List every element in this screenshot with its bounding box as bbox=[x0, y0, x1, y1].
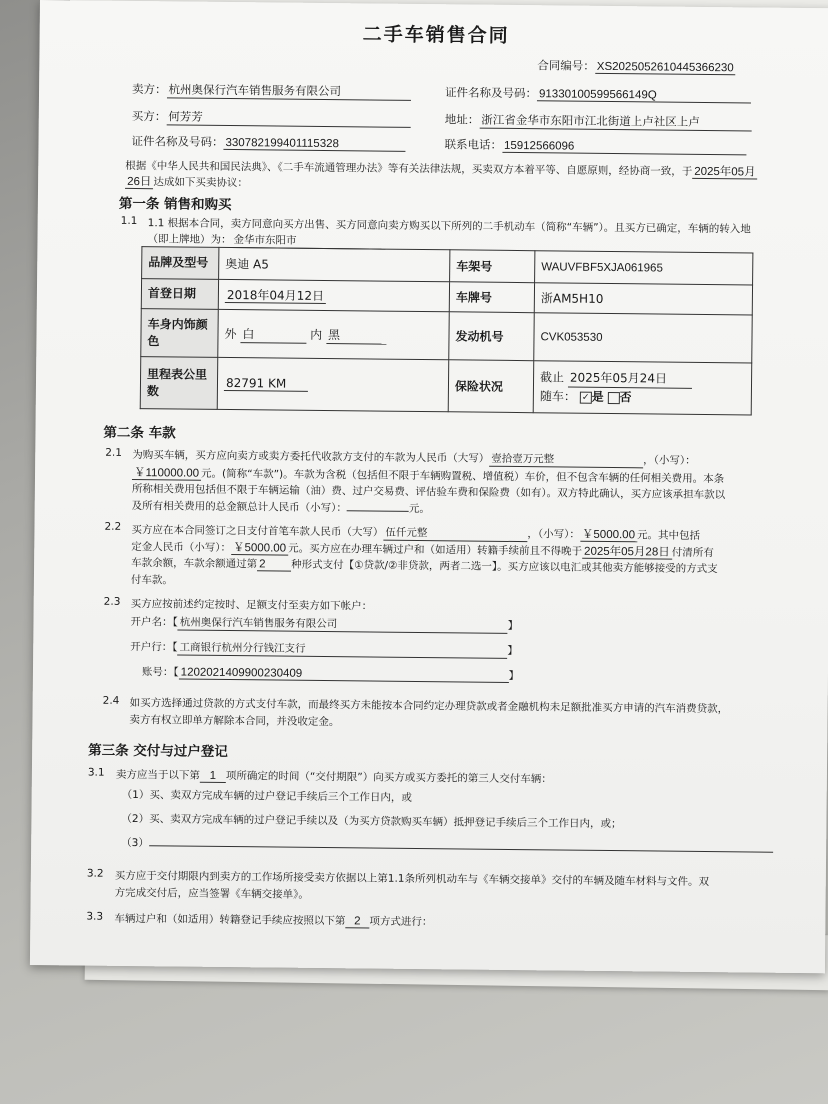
p22-deposit: ￥5000.00 bbox=[231, 542, 288, 556]
p22-amount: ￥5000.00 bbox=[580, 529, 637, 543]
buyer-label: 买方： bbox=[131, 108, 167, 124]
bracket-close: 】 bbox=[507, 644, 519, 658]
brand-value: 奥迪 A5 bbox=[219, 247, 450, 281]
brand-label: 品牌及型号 bbox=[142, 247, 219, 280]
no-label: 否 bbox=[619, 390, 632, 405]
plate-label: 车牌号 bbox=[449, 282, 534, 313]
p22-number: 2.2 bbox=[104, 520, 122, 533]
contract-page bbox=[30, 0, 828, 973]
p33-item: 2 bbox=[345, 915, 369, 928]
p22-text-e: 付清所有 bbox=[671, 546, 714, 560]
p31-option-3-blank bbox=[149, 845, 773, 853]
bank-holder-value: 杭州奥保行汽车销售服务有限公司 bbox=[178, 614, 508, 633]
p33-text-b: 项方式进行： bbox=[369, 915, 433, 929]
account-row bbox=[142, 664, 519, 683]
p31-option-1: （1）买、卖双方完成车辆的过户登记手续后三个工作日内，或 bbox=[121, 788, 412, 804]
p31-item: 1 bbox=[200, 770, 226, 783]
bracket-close: 】 bbox=[508, 669, 520, 683]
p22-text-a: 买方应在本合同签订之日支付首笔车款人民币（大写） bbox=[131, 523, 384, 539]
bank-row bbox=[130, 639, 518, 659]
p31-option-3 bbox=[121, 835, 773, 857]
p23-text: 买方应按前述约定按时、足额支付至卖方如下帐户： bbox=[130, 597, 373, 613]
phone-row bbox=[444, 136, 746, 155]
intro-text: 根据《中华人民共和国民法典》、《二手车流通管理办法》等有关法律法规，买卖双方本着平等、自愿原则，经协商一致，于 bbox=[125, 159, 693, 178]
article-2-title: 第二条 车款 bbox=[103, 424, 176, 442]
exterior-color: 白 bbox=[240, 325, 306, 344]
p31-line-1 bbox=[116, 767, 552, 787]
account-label: 账号：【 bbox=[141, 666, 179, 679]
p21-line-3: 所称相关费用包括但不限于车辆运输（油）费、过户交易费、评估验车费和保险费（如有）。双方特此确认，买方应该承担车款以 bbox=[131, 482, 726, 502]
buyer-id-label: 证件名称及号码： bbox=[131, 133, 224, 149]
article-1-place: 金华市东阳市 bbox=[231, 232, 385, 250]
p21-amount: ￥110000.00 bbox=[132, 467, 201, 481]
reg-date-cell bbox=[218, 279, 449, 311]
seller-id-row bbox=[445, 84, 751, 103]
seller-id-value: 91330100599566149Q bbox=[537, 88, 751, 103]
p22-text-g: 种形式支付【①贷款/②非贷款，两者二选一】。买方应该以电汇或其他卖方能够接受的方式支 bbox=[291, 558, 718, 576]
plate-value: 浙AM5H10 bbox=[534, 283, 752, 315]
p21-total-blank bbox=[347, 510, 409, 512]
insurance-follow-line bbox=[540, 387, 745, 407]
p22-small-label: ，（小写）： bbox=[527, 528, 580, 541]
interior-color: 黑 bbox=[326, 326, 386, 345]
account-value: 1202021409900230409 bbox=[179, 666, 509, 682]
p22-way: 2 bbox=[257, 558, 291, 571]
interior-prefix: 内 bbox=[310, 327, 323, 342]
table-row bbox=[140, 357, 752, 415]
article-1-title: 第一条 销售和购买 bbox=[118, 195, 232, 214]
yes-checkbox-checked[interactable]: ✓ bbox=[580, 391, 592, 403]
insurance-date-line bbox=[540, 368, 745, 389]
exterior-prefix: 外 bbox=[224, 326, 237, 341]
bank-value: 工商银行杭州分行钱江支行 bbox=[177, 639, 507, 658]
p21-small-label: ，（小写）： bbox=[643, 454, 696, 467]
mileage-value: 82791 KM bbox=[224, 376, 308, 392]
table-row bbox=[141, 309, 752, 363]
engine-label: 发动机号 bbox=[449, 312, 534, 361]
p22-text-c: 定金人民币（小写）： bbox=[131, 540, 232, 555]
article-3-title: 第三条 交付与过户登记 bbox=[88, 742, 228, 761]
phone-value: 15912566096 bbox=[502, 140, 746, 156]
p22-upper-amount: 伍仟元整 bbox=[383, 525, 527, 543]
seller-label: 卖方： bbox=[132, 81, 167, 97]
bank-label: 开户行：【 bbox=[130, 640, 178, 654]
p31-option-3-label: （3） bbox=[121, 836, 149, 850]
p32-number: 3.2 bbox=[86, 867, 104, 880]
p21-text-d: 及所有相关费用的总金额总计人民币（小写）： bbox=[131, 499, 348, 515]
p31-text-a: 卖方应当于以下第 bbox=[115, 768, 200, 782]
p31-number: 3.1 bbox=[87, 766, 105, 779]
p23-number: 2.3 bbox=[103, 595, 121, 608]
p21-text-a: 为购买车辆，买方应向卖方或卖方委托代收款方支付的车款为人民币（大写） bbox=[132, 448, 490, 465]
insurance-label: 保险状况 bbox=[448, 360, 534, 413]
p22-date: 2025年05月28日 bbox=[582, 546, 672, 560]
insurance-date: 2025年05月24日 bbox=[568, 369, 692, 389]
p22-text-d: 元。买方应在办理车辆过户和（如适用）转籍手续前且不得晚于 bbox=[288, 542, 583, 558]
bank-holder-label: 开户名：【 bbox=[130, 615, 178, 629]
vin-label: 车架号 bbox=[450, 250, 535, 283]
address-label: 地址： bbox=[444, 112, 480, 127]
mileage-cell bbox=[217, 357, 449, 411]
p24-number: 2.4 bbox=[102, 694, 120, 707]
engine-value: CVK053530 bbox=[534, 313, 752, 363]
p21-line-4 bbox=[132, 498, 430, 516]
article-1-place-label: （即上牌地）为： bbox=[147, 233, 232, 247]
yes-label: 是 bbox=[591, 389, 604, 404]
seller-row bbox=[132, 81, 411, 101]
document-title: 二手车销售合同 bbox=[362, 23, 510, 47]
seller-id-label: 证件名称及号码： bbox=[444, 85, 538, 101]
phone-label: 联系电话： bbox=[444, 137, 503, 152]
p31-text-b: 项所确定的时间（“交付期限”）向买方或买方委托的第三人交付车辆： bbox=[225, 769, 552, 786]
p32-line-2: 方完成交付后，应当签署《车辆交接单》。 bbox=[114, 886, 309, 901]
intro-date-1: 2025年05月 bbox=[692, 166, 758, 180]
buyer-id-value: 330782199401115328 bbox=[223, 137, 405, 152]
intro-date-2: 26日 bbox=[125, 176, 153, 189]
contract-number-label: 合同编号： bbox=[537, 58, 595, 73]
intro-line-2 bbox=[125, 173, 248, 190]
intro-text-2: 达成如下买卖协议： bbox=[153, 176, 248, 190]
p21-text-e: 元。 bbox=[408, 502, 431, 516]
no-checkbox[interactable] bbox=[607, 391, 619, 403]
contract-number bbox=[537, 57, 736, 75]
color-label: 车身内饰颜色 bbox=[141, 309, 218, 358]
address-value: 浙江省金华市东阳市江北街道上卢社区上卢 bbox=[479, 112, 751, 132]
color-cell bbox=[218, 309, 449, 359]
p22-text-b: 元。其中包括 bbox=[636, 529, 701, 542]
seller-value: 杭州奥保行汽车销售服务有限公司 bbox=[166, 81, 410, 101]
reg-date-value: 2018年04月12日 bbox=[225, 288, 326, 304]
p21-text-b: 元。(简称“车款”)。车款为含税（包括但不限于车辆购置税、增值税）车价，但不包含车辆的任何相关费用。本条 bbox=[201, 467, 725, 486]
insurance-follow-label: 随车： bbox=[539, 389, 576, 404]
address-row bbox=[445, 111, 752, 131]
article-1-number: 1.1 bbox=[120, 214, 138, 228]
p22-line-4: 付车款。 bbox=[130, 573, 173, 587]
p21-number: 2.1 bbox=[105, 446, 123, 459]
insurance-prefix: 截止 bbox=[540, 370, 565, 385]
p32-line-1: 买方应于交付期限内到卖方的工作场所接受卖方依据以上第1.1条所列机动车与《车辆交接单》交付的车辆及随车材料与文件。双 bbox=[114, 869, 710, 889]
vehicle-table bbox=[140, 246, 754, 415]
p21-upper-amount: 壹拾壹万元整 bbox=[489, 451, 643, 469]
buyer-row bbox=[132, 108, 411, 128]
p31-option-2: （2）买、卖双方完成车辆的过户登记手续以及（为买方贷款购买车辆）抵押登记手续后三个工作日内，或； bbox=[121, 812, 622, 831]
buyer-id-row bbox=[131, 133, 405, 152]
p24-line-1: 如买方选择通过贷款的方式支付车款，而最终买方未能按本合同约定办理贷款或者金融机构未足额批准买方申请的汽车消费贷款， bbox=[129, 696, 729, 716]
insurance-cell bbox=[533, 361, 752, 415]
vin-value: WAUVFBF5XJA061965 bbox=[535, 251, 753, 285]
bracket-close: 】 bbox=[507, 619, 519, 633]
contract-number-value: XS2025052610445366230 bbox=[595, 61, 736, 75]
buyer-value: 何芳芳 bbox=[166, 108, 410, 128]
p33-line-1 bbox=[114, 911, 432, 929]
p24-line-2: 卖方有权立即单方解除本合同，并没收定金。 bbox=[129, 713, 340, 729]
bank-holder-row bbox=[130, 614, 518, 634]
mileage-label: 里程表公里数 bbox=[140, 357, 218, 410]
p22-text-f: 车款余额，车款余额通过第 bbox=[131, 556, 258, 571]
reg-date-label: 首登日期 bbox=[141, 279, 218, 310]
p33-text-a: 车辆过户和（如适用）转籍登记手续应按照以下第 bbox=[114, 912, 346, 928]
p33-number: 3.3 bbox=[86, 910, 104, 923]
article-1-text-1: 1.1 根据本合同，卖方同意向买方出售、买方同意向卖方购买以下所列的二手机动车（简称“车辆”）。且买方已确定，车辆的转入地 bbox=[147, 217, 751, 236]
